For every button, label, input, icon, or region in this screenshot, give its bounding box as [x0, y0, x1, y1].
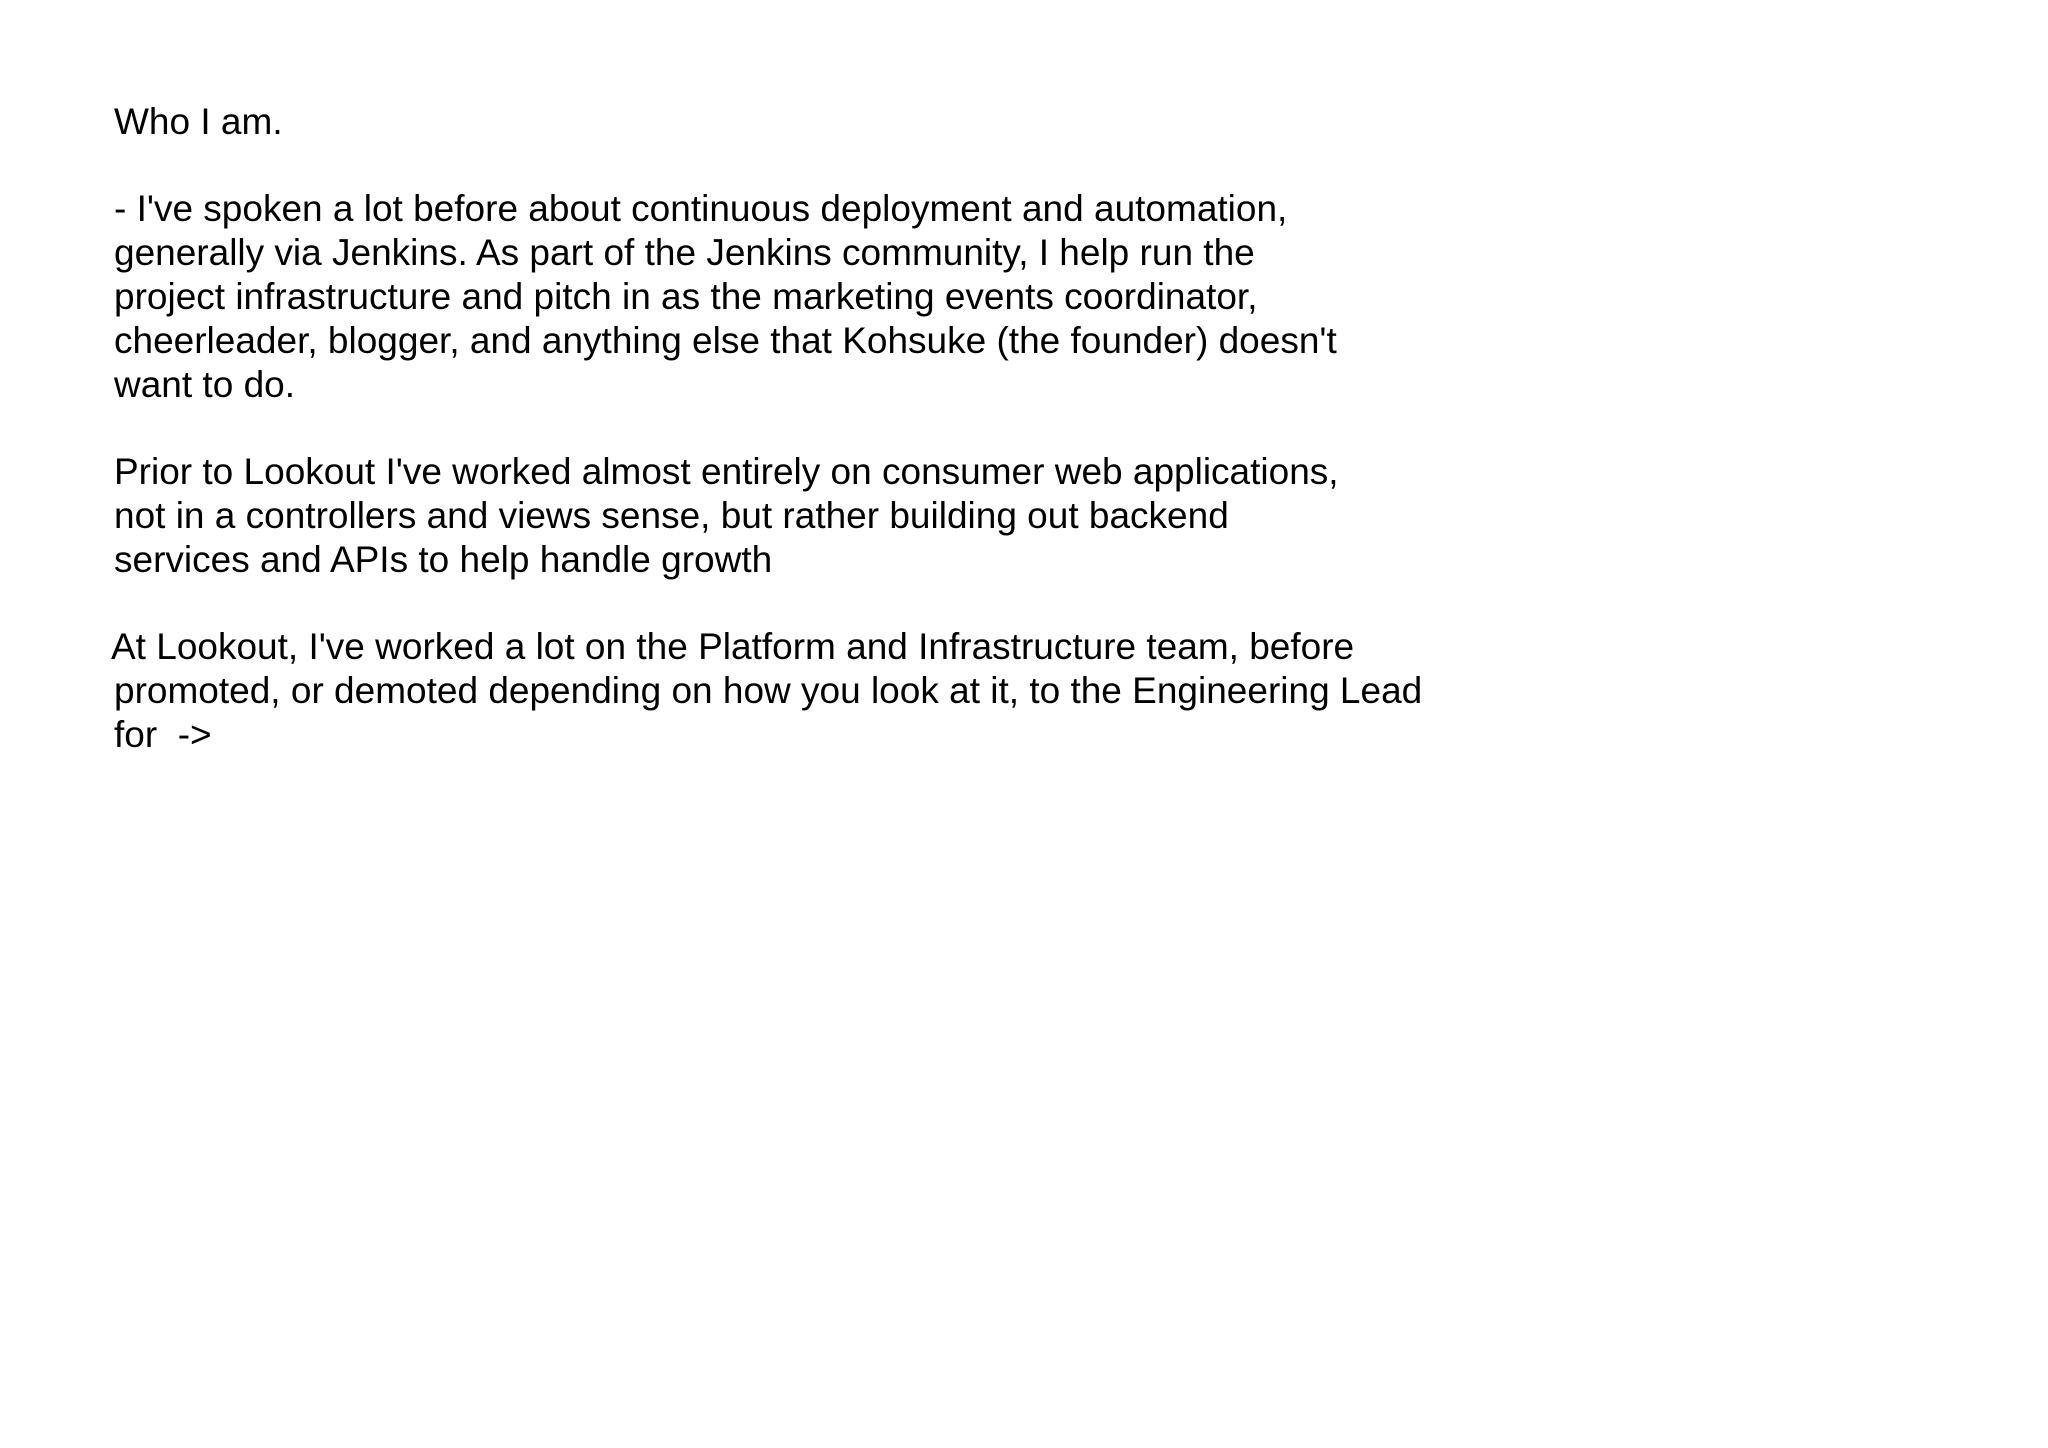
- notes-heading: Who I am.: [114, 101, 283, 142]
- paragraph-line: generally via Jenkins. As part of the Jenkins community, I help run the: [114, 232, 1255, 273]
- speaker-notes: [111, 100, 1674, 757]
- paragraph-lookout: [111, 625, 1674, 757]
- paragraph-line: project infrastructure and pitch in as the marketing events coordinator,: [114, 276, 1258, 317]
- paragraph-line: - I've spoken a lot before about continuous deployment and automation,: [114, 188, 1288, 229]
- paragraph-line: cheerleader, blogger, and anything else that Kohsuke (the founder) doesn't: [114, 320, 1337, 361]
- paragraph-line: not in a controllers and views sense, but rather building out backend: [114, 495, 1229, 536]
- paragraph-line: Prior to Lookout I've worked almost entirely on consumer web applications,: [114, 451, 1339, 492]
- paragraph-line: promoted, or demoted depending on how you look at it, to the Engineering Lead: [114, 670, 1423, 711]
- paragraph-line: want to do.: [114, 364, 296, 405]
- paragraph-line: At Lookout, I've worked a lot on the Platform and Infrastructure team, before: [111, 626, 1355, 667]
- paragraph-spacer: [114, 582, 1674, 625]
- paragraph-prior-work: [114, 450, 1674, 582]
- paragraph-line: services and APIs to help handle growth: [114, 539, 773, 580]
- paragraph-community: [114, 187, 1674, 407]
- paragraph-spacer: [114, 144, 1674, 187]
- paragraph-line: for ->: [114, 714, 212, 755]
- paragraph-spacer: [114, 407, 1674, 450]
